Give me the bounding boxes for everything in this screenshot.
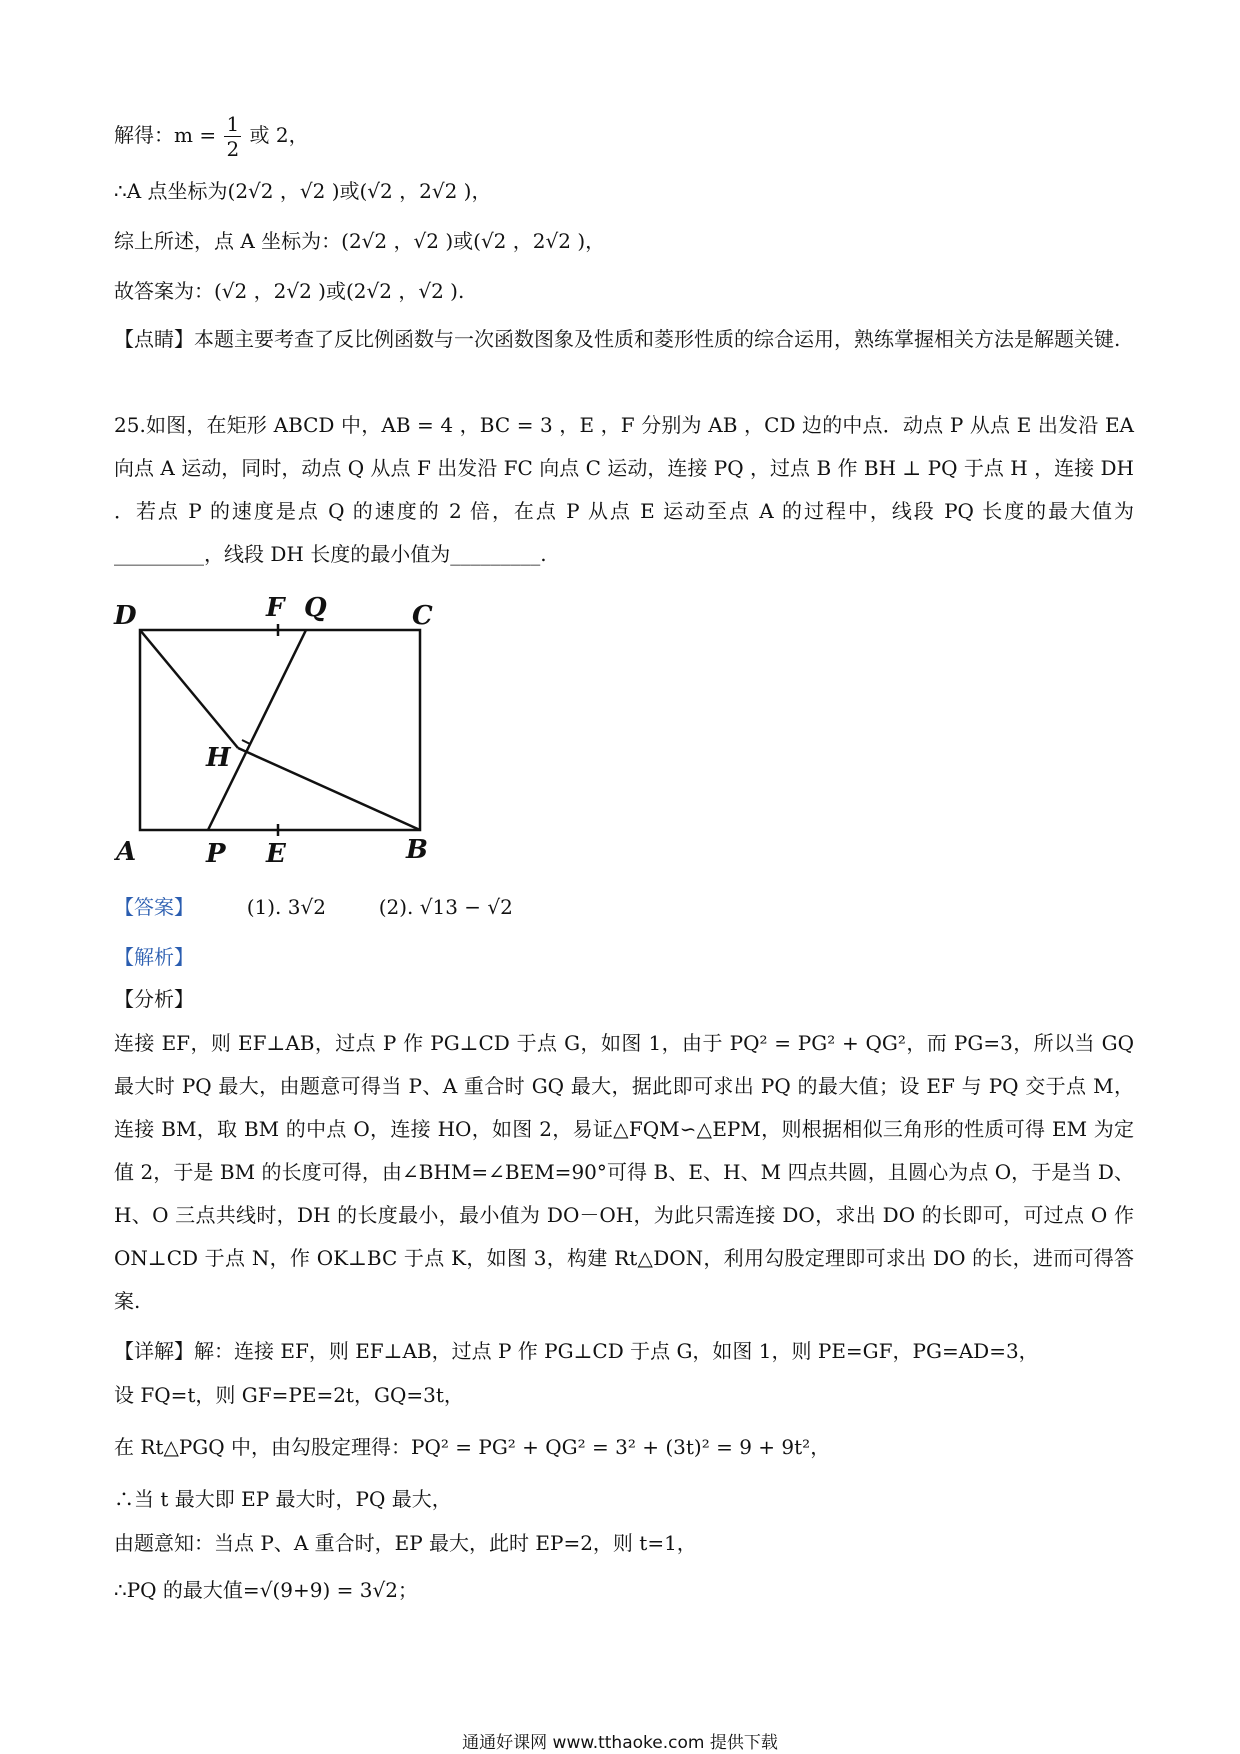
segment-hb [238, 748, 420, 830]
rectangle-abcd [140, 630, 420, 830]
label-h: H [206, 743, 231, 773]
label-q: Q [304, 593, 327, 623]
solution-prefix: 解得：m = [114, 123, 217, 147]
label-e: E [266, 839, 286, 869]
solution-suffix: 或 2， [249, 123, 309, 147]
jiexi-tag: 【解析】 [114, 945, 194, 969]
label-c: C [412, 601, 433, 631]
fenxi-tag: 【分析】 [114, 987, 194, 1011]
fraction-one-half [224, 112, 241, 161]
detail-line-5: 由题意知：当点 P、A 重合时，EP 最大，此时 EP=2，则 t=1， [114, 1531, 697, 1555]
page-footer: 通通好课网 www.tthaoke.com 提供下载 [462, 1733, 778, 1753]
detail-line-6: ∴PQ 的最大值=√(9+9) = 3√2； [114, 1578, 418, 1602]
answer-block [114, 892, 513, 922]
label-d: D [114, 601, 137, 631]
answer-line: 故答案为：(√2 ，2√2 )或(2√2 ，√2 ). [114, 279, 465, 303]
label-p: P [206, 839, 226, 869]
detail-line-3: 在 Rt△PGQ 中，由勾股定理得：PQ² = PG² + QG² = 3² + (3t)² = 9 + 9t²， [114, 1435, 831, 1459]
segment-dh [140, 630, 238, 748]
question-25: 25.如图，在矩形 ABCD 中，AB = 4 ，BC = 3 ，E ，F 分别为 AB ，CD 边的中点．动点 P 从点 E 出发沿 EA 向点 A 运动，同时，动点 Q 从点 F 出发沿 FC 向点 C 运动，连接 PQ ，过点 B 作 BH ⊥ PQ 于点 H ，连接 DH ．若点 P 的速度是点 Q 的速度的 2 倍，在点 P 从点 E 运动至点 A 的过程中，线段 PQ 长度的最大值为_________，线段 DH 长度的最小值为_________. [114, 413, 1134, 566]
summary-line: 综上所述，点 A 坐标为：(2√2 ，√2 )或(√2 ，2√2 )， [114, 229, 606, 253]
label-a: A [116, 837, 137, 867]
detail-line-2: 设 FQ=t，则 GF=PE=2t，GQ=3t， [114, 1383, 464, 1407]
answer-2: (2). √13 − √2 [378, 895, 513, 919]
coord-line: ∴A 点坐标为(2√2 ，√2 )或(√2 ，2√2 )， [114, 179, 492, 203]
fraction-denominator: 2 [226, 137, 240, 161]
label-b: B [406, 835, 428, 865]
label-f: F [266, 593, 285, 623]
fenxi-paragraph: 连接 EF，则 EF⊥AB，过点 P 作 PG⊥CD 于点 G，如图 1，由于 PQ² = PG² + QG²，而 PG=3，所以当 GQ 最大时 PQ 最大，由题意可得当 P、A 重合时 GQ 最大，据此即可求出 PQ 的最大值；设 EF 与 PQ 交于点 M，连接 BM，取 BM 的中点 O，连接 HO，如图 2，易证△FQM∽△EPM，则根据相似三角形的性质可得 EM 为定值 2，于是 BM 的长度可得，由∠BHM=∠BEM=90°可得 B、E、H、M 四点共圆，且圆心为点 O，于是当 D、H、O 三点共线时，DH 的长度最小，最小值为 DO－OH，为此只需连接 DO，求出 DO 的长即可，可过点 O 作 ON⊥CD 于点 N，作 OK⊥BC 于点 K，如图 3，构建 Rt△DON，利用勾股定理即可求出 DO 的长，进而可得答案. [114, 1031, 1134, 1313]
detail-line-1: 【详解】解：连接 EF，则 EF⊥AB，过点 P 作 PG⊥CD 于点 G，如图 1，则 PE=GF，PG=AD=3， [114, 1339, 1039, 1363]
detail-line-4: ∴当 t 最大即 EP 最大时，PQ 最大， [114, 1487, 452, 1511]
answer-tag: 【答案】 [114, 895, 194, 919]
solution-line-1 [114, 112, 309, 161]
dianjing-paragraph: 【点睛】本题主要考查了反比例函数与一次函数图象及性质和菱形性质的综合运用，熟练掌握相关方法是解题关键. [114, 327, 1121, 351]
fraction-numerator: 1 [226, 112, 240, 136]
rectangle-figure [110, 590, 460, 870]
answer-1: (1). 3√2 [246, 895, 326, 919]
